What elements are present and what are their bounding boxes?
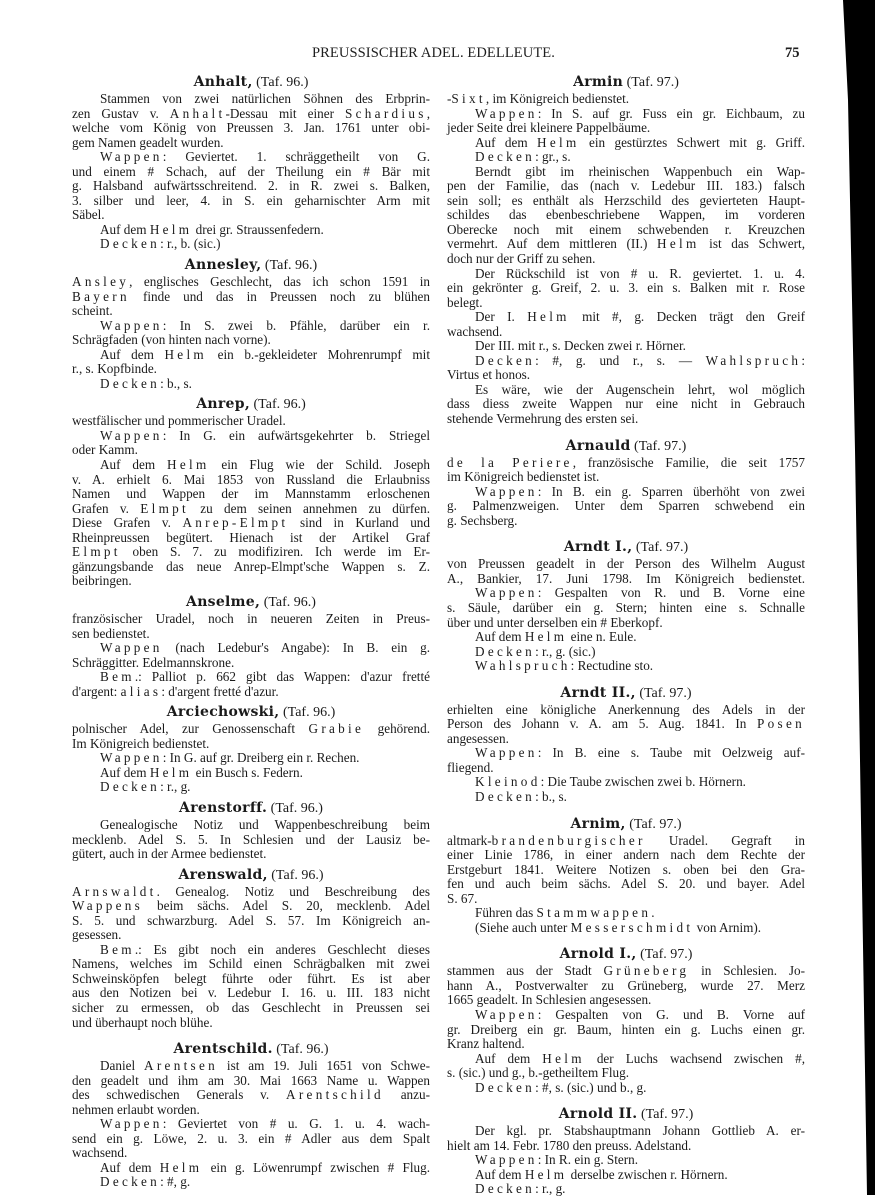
text-line: Auf dem Helm der Luchs wachsend zwischen #, [475,1050,805,1066]
entry-heading [72,395,430,413]
spaced-emphasis: Stammwappen [536,905,652,921]
family-name: Arnim, [570,815,626,832]
spaced-emphasis: Anhalt [169,105,226,121]
entry [447,945,805,1095]
entry [72,73,430,252]
spaced-emphasis: Arentsen [144,1058,219,1074]
entry-heading [72,799,430,817]
text-line: Decken: r., g. [475,1181,566,1197]
spaced-emphasis: Wappen [100,1116,163,1132]
text-line: Wappen: In G. auf gr. Dreiberg ein r. Rechen. [100,750,360,766]
text-line: r., s. Kopfbinde. [72,361,157,377]
text-line: Der Rückschild ist von # u. R. geviertet. 1. u. 4. [475,265,805,281]
family-name: Arciechowski, [166,704,280,721]
spaced-emphasis: alias [120,683,162,699]
spaced-emphasis: Wahlspruch [475,658,571,674]
text-line: fliegend. [447,759,494,775]
spaced-emphasis: Helm [164,346,207,362]
text-line: von Preussen geadelt in der Person des Wilhelm August [447,556,805,572]
text-line: Wappen: In R. ein g. Stern. [475,1152,639,1168]
text-line: welche vom König von Preussen 3. Jan. 1761 unter obi- [72,120,430,136]
spaced-emphasis: Wappens [72,898,144,914]
entry-heading [72,866,430,884]
text-line: Grafen v. Elmpt zu dem seinen annehmen zu dürfen. [72,500,431,516]
spaced-emphasis: Sixt [451,91,486,106]
plate-reference: (Taf. 96.) [267,800,323,816]
text-line: Stammen von zwei natürlichen Söhnen des Erbprin- [100,91,430,106]
family-name: Arentschild. [173,1041,273,1058]
text-line: und überhaupt noch blühe. [72,1014,213,1030]
right-column [447,73,805,1197]
entry-heading [72,256,430,274]
family-name: Arnold I., [559,946,637,963]
text-line: v. A. erhielt 6. Mai 1853 von Russland die Erlaubniss [72,471,430,487]
text-line: aus den Notizen bei v. Ledebur I. 16. u. III. 183 nicht [72,985,430,1001]
text-line: -Sixt, im Königreich bedienstet. [447,91,630,106]
plate-reference: (Taf. 97.) [625,816,682,832]
spaced-emphasis: Helm [542,1050,585,1066]
entry-heading [447,73,805,91]
text-line: Schrägfaden (von hinten nach vorne). [72,332,271,348]
text-line: g. Palmenzweigen. Unter dem Sparren schwebend ein [447,498,805,514]
text-line: Decken: r., g. (sic.) [475,643,596,659]
text-line: wachsend. [447,323,503,339]
text-line: sein soll; es enthält als Herzschild des gevierteten Haupt- [447,192,805,208]
text-line: über und unter derselben ein # Eberkopf. [447,614,663,630]
text-line: Führen das Stammwappen. [475,905,655,921]
text-line: Wappen: In B. eine s. Taube mit Oelzweig auf- [475,745,805,761]
text-line: wachsend. [72,1145,128,1161]
text-line: schildes das ebenbeschriebene Wappen, im vorderen [447,207,805,223]
text-line: 1665 geadelt. In Schlesien angesessen. [447,992,652,1008]
entry [72,703,430,795]
text-line: Ansley, englisches Geschlecht, das ich schon 1591 in [72,274,430,290]
spaced-emphasis: Decken [100,236,161,252]
left-column [72,73,430,1190]
spaced-emphasis: Decken [100,1174,161,1190]
text-line: hann A., Postverwalter zu Grüneberg, wurde 27. Merz [447,977,805,993]
text-line: gr. Dreiberg ein gr. Baum, hinten ein g. Luchs einen gr. [447,1021,805,1037]
text-line: Decken: r., g. [100,779,191,795]
spaced-emphasis: Decken [100,375,161,391]
family-name: Arndt I., [563,539,633,556]
entry-heading [447,437,805,455]
text-line: S. 67. [447,890,478,906]
text-line: Decken: r., b. (sic.) [100,236,221,252]
text-line: Decken: #, g. [100,1174,191,1190]
plate-reference: (Taf. 96.) [267,867,324,883]
spaced-emphasis: Decken [475,1079,536,1095]
text-line: Arnswaldt. Genealog. Notiz und Beschreibung des [72,883,430,899]
spaced-emphasis: Wappen [100,317,163,333]
entry [72,395,430,589]
family-name: Arnauld [565,437,631,454]
spaced-emphasis: Kleinod [475,774,541,790]
text-line: belegt. [447,294,483,310]
spaced-emphasis: Grüneberg [603,963,690,979]
text-line: Daniel Arentsen ist am 19. Juli 1651 von Schwe- [100,1058,430,1074]
spaced-emphasis: Messerschmidt [570,919,694,935]
spaced-emphasis: Helm [159,1159,203,1175]
family-name: Anselme, [186,593,261,610]
entry [447,1105,805,1197]
text-line: und einem # Schach, auf der Theilung ein # Bär mit [72,163,430,179]
entry-heading [72,593,430,611]
spaced-emphasis: Wappen [100,750,163,766]
text-line: westfälischer und pommerischer Uradel. [72,413,286,429]
text-line: s. Säule, darüber ein g. Stern; hinten eine s. Schnalle [447,599,805,615]
text-line: vermehrt. Auf dem mittleren (II.) Helm ist das Schwert, [447,236,805,252]
text-line: Decken: #, s. (sic.) und b., g. [475,1079,647,1095]
text-line: scheint. [72,303,113,319]
spaced-emphasis: Decken [475,149,536,165]
text-line: Namen und Wappen der im Mannstamm erloschenen [72,486,430,502]
text-line: gem Namen geadelt wurden. [72,134,224,150]
text-line: g. Halsband aufwärtsschreitend. 2. in R. zwei s. Balken, [72,178,430,194]
text-line: Wahlspruch: Rectudine sto. [475,658,654,674]
plate-reference: (Taf. 96.) [260,594,316,610]
spaced-emphasis: Wahlspruch [705,352,802,368]
text-line: gänzungsbande das neue Anrep-Elmpt'sche Wappen s. Z. [72,558,430,574]
text-line: Decken: gr., s. [475,149,571,165]
spaced-emphasis: de la Periere [447,454,573,470]
plate-reference: (Taf. 97.) [632,540,689,556]
family-name: Arndt II., [560,684,636,701]
text-line: Schweinsköpfen belegt führte oder führt. Es ist aber [72,970,430,986]
text-line: Rheinpreussen begütert. Hienach ist der Artikel Graf [72,529,430,545]
text-line: Auf dem Helm ein b.-gekleideter Mohrenrumpf mit [100,346,430,362]
text-line: im Königreich bedienstet ist. [447,469,600,485]
text-line: Auf dem Helm ein Busch s. Federn. [100,764,303,780]
spaced-emphasis: Wappen [475,483,538,499]
text-line: nehmen erlaubt worden. [72,1101,200,1117]
text-line: polnischer Adel, zur Genossenschaft Grabie gehörend. [72,721,430,737]
text-line: hielt am 14. Febr. 1780 den preuss. Adelstand. [447,1137,692,1153]
text-line: Genealogische Notiz und Wappenbeschreibung beim [100,816,430,832]
spaced-emphasis: Wappen [100,640,163,656]
text-line: den geadelt und ihm am 30. Mai 1663 Name u. Wappen [72,1072,430,1088]
text-line: beibringen. [72,573,132,589]
text-line: Auf dem Helm ein gestürztes Schwert mit g. Griff. [475,134,805,150]
text-line: Wappen: Gespalten von G. und B. Vorne auf [475,1006,805,1022]
text-line: sicher zu ermessen, ob das Geschlecht in Preussen sei [72,999,430,1015]
text-line: Decken: b., s. [100,375,192,391]
text-line: Kleinod: Die Taube zwischen zwei b. Hörnern. [475,774,746,790]
text-line: Der I. Helm mit #, g. Decken trägt den Greif [475,309,806,325]
text-line: Wappen (nach Ledebur's Angabe): In B. ein g. [100,640,430,656]
spaced-emphasis: Decken [475,1181,536,1197]
spaced-emphasis: Bayern [72,288,130,304]
text-line: stammen aus der Stadt Grüneberg in Schlesien. Jo- [447,963,806,979]
text-line: Namens, welches im Schild einen Schrägbalken mit zwei [72,956,430,972]
plate-reference: (Taf. 97.) [637,1107,694,1123]
text-line: Berndt gibt im rheinischen Wappenbuch ein Wap- [475,163,805,179]
text-line: Bayern finde und das in Preussen noch zu blühen [72,288,430,304]
text-line: stehende Vermehrung des ersten sei. [447,411,639,427]
text-line: zen Gustav v. Anhalt-Dessau mit einer Schardius, [72,105,430,121]
text-line: altmark-brandenburgischer Uradel. Gegraft in [447,832,805,848]
spaced-emphasis: Helm [524,629,568,645]
spaced-emphasis: Wappen [100,427,163,443]
text-line: Bem.: Palliot p. 662 gibt das Wappen: d'azur fretté [100,669,430,685]
text-line: Wappens beim sächs. Adel S. 20, mecklenb. Adel [72,898,430,914]
text-line: oder Kamm. [72,442,138,458]
text-line: fen und auch beim sächs. Adel S. 20. und bayer. Adel [447,876,805,892]
text-line: Auf dem Helm derselbe zwischen r. Hörnern. [475,1166,728,1182]
spaced-emphasis: Bem [100,941,135,957]
text-line: mecklenb. Adel S. 5. In Schlesien und der Lausiz be- [72,831,430,847]
text-line: g. Sechsberg. [447,512,518,528]
spaced-emphasis: Decken [475,643,536,659]
entry [72,1040,430,1190]
spaced-emphasis: Wappen [100,149,163,165]
text-line: Wappen: In B. ein g. Sparren überhöht von zwei [475,483,805,499]
entry [72,256,430,391]
text-line: Der III. mit r., s. Decken zwei r. Hörner. [475,338,686,354]
spaced-emphasis: Grabie [308,721,365,737]
spaced-emphasis: Arnswaldt [72,883,157,899]
entry-heading [447,815,805,833]
text-line: sen bedienstet. [72,625,150,641]
text-line: Bem.: Es gibt noch ein anderes Geschlecht dieses [100,941,430,957]
entry-heading [72,73,430,91]
text-line: doch nur der Griff zu sehen. [447,251,596,267]
text-line: Wappen: In S. auf gr. Fuss ein gr. Eichbaum, zu [475,105,805,121]
text-line: gesessen. [72,927,122,943]
page-number: 75 [785,45,800,61]
plate-reference: (Taf. 97.) [623,75,679,90]
text-line: A., Bankier, 17. Juni 1798. Im Königreich bedienstet. [447,570,805,586]
spaced-emphasis: brandenburgischer [491,832,646,848]
text-line: Der kgl. pr. Stabshauptmann Johann Gottlieb A. er- [475,1123,805,1139]
entry [72,593,430,699]
text-line: Säbel. [72,207,105,223]
spaced-emphasis: Helm [149,221,193,237]
text-line: s. (sic.) und g., b.-getheiltem Flug. [447,1065,630,1081]
text-line: 3. silber und leer, 4. in S. ein geharnischter Arm mit [72,192,430,208]
entry [447,684,805,805]
spaced-emphasis: Anrep-Elmpt [182,515,289,531]
spaced-emphasis: Elmpt [72,544,121,560]
plate-reference: (Taf. 96.) [250,397,306,413]
family-name: Annesley, [184,257,262,274]
spaced-emphasis: Decken [475,352,536,368]
spaced-emphasis: Helm [657,236,700,252]
entry-heading [72,703,430,721]
entry-heading [447,538,805,556]
text-line: des schwedischen Generals v. Arentschild anzu- [72,1087,430,1103]
text-line: Diese Grafen v. Anrep-Elmpt sind in Kurland und [72,515,430,531]
spaced-emphasis: Wappen [475,585,538,601]
family-name: Arnold II. [558,1106,638,1123]
spaced-emphasis: Helm [524,1166,568,1182]
spaced-emphasis: Elmpt [140,500,189,516]
spaced-emphasis: Schardius [344,105,427,121]
text-line: Wappen: In S. zwei b. Pfähle, darüber ein r. [100,317,430,333]
text-line: Virtus et honos. [447,367,531,383]
family-name: Anrep, [196,396,250,413]
text-line: Oberecke noch mit einem schwebenden r. Kreuzchen [447,221,805,237]
family-name: Armin [573,74,624,90]
spaced-emphasis: Decken [100,779,161,795]
text-line: send ein g. Löwe, 2. u. 3. ein # Adler aus dem Spalt [72,1130,430,1146]
running-head: PREUSSISCHER ADEL. EDELLEUTE. [312,45,555,61]
family-name: Arenstorff. [179,799,268,816]
family-name: Arenswald, [178,866,268,883]
text-line: Auf dem Helm ein g. Löwenrumpf zwischen # Flug. [100,1159,431,1175]
plate-reference: (Taf. 97.) [630,438,687,454]
spaced-emphasis: Helm [149,764,193,780]
text-line: Person des Johann v. A. am 5. Aug. 1841. In Posen [447,716,805,732]
text-line: d'argent: alias: d'argent fretté d'azur. [72,683,279,699]
plate-reference: (Taf. 97.) [636,947,693,963]
text-line: Decken: #, g. und r., s. — Wahlspruch: [475,352,805,368]
text-line: Schräggitter. Edelmannskrone. [72,654,235,670]
text-line: Auf dem Helm drei gr. Straussenfedern. [100,221,324,237]
text-line: ein gekrönter g. Greif, 2. u. 3. ein s. Balken mit r. Rose [447,280,805,296]
text-line: französischer Uradel, noch in neueren Zeiten in Preus- [72,610,430,626]
spaced-emphasis: Arentschild [286,1087,384,1103]
entry-heading [447,945,805,963]
entry-heading [447,684,805,702]
text-line: Wappen: In G. ein aufwärtsgekehrter b. Striegel [100,427,430,443]
text-line: angesessen. [447,730,509,746]
entry-heading [72,1040,430,1058]
entry [72,799,430,862]
text-line: Decken: b., s. [475,788,567,804]
text-line: Wappen: Geviertet von # u. G. 1. u. 4. wach- [100,1116,430,1132]
plate-reference: (Taf. 96.) [261,258,318,274]
text-line: S. 5. und schwarzburg. Adel S. 57. Im Königreich an- [72,912,430,928]
text-line: gütert, auch in der Armee bedienstet. [72,846,267,862]
entry [447,815,805,936]
text-line: dass diess zweite Wappen nur eine nicht in Gebrauch [447,396,805,412]
text-line: (Siehe auch unter Messerschmidt von Arnim). [475,919,762,935]
spaced-emphasis: Wappen [475,1006,538,1022]
spaced-emphasis: Decken [475,788,536,804]
spaced-emphasis: Wappen [475,1152,538,1168]
entry [447,437,805,529]
text-line: Wappen: Geviertet. 1. schräggetheilt von G. [100,149,430,165]
entry [447,73,805,427]
text-line: Erstgeburt 1841. Weitere Notizen s. oben bei den Gra- [447,861,805,877]
spaced-emphasis: Bem [100,669,135,685]
text-line: einer Linie 1786, in einer andern nach dem Rechte der [447,847,805,863]
plate-reference: (Taf. 96.) [279,705,336,721]
spaced-emphasis: Helm [527,309,570,325]
spaced-emphasis: Posen [756,716,805,732]
text-line: Wappen: Gespalten von R. und B. Vorne eine [475,585,805,601]
text-line: Kranz haltend. [447,1036,525,1052]
text-line: Im Königreich bedienstet. [72,735,210,751]
entry-heading [447,1105,805,1123]
entry [447,538,805,673]
spaced-emphasis: Wappen [475,745,538,761]
spaced-emphasis: Helm [167,457,210,473]
text-line: erhielten eine königliche Anerkennung des Adels in der [447,701,805,717]
plate-reference: (Taf. 97.) [635,685,692,701]
family-name: Anhalt, [193,74,253,90]
text-line: Auf dem Helm eine n. Eule. [475,629,637,645]
spaced-emphasis: Wappen [475,105,538,121]
spaced-emphasis: Ansley [72,274,130,290]
text-line: Es wäre, wie der Augenschein lehrt, wol möglich [475,381,805,397]
entry [72,866,430,1030]
text-line: de la Periere, französische Familie, die seit 1757 [447,454,805,470]
text-line: Auf dem Helm ein Flug wie der Schild. Joseph [100,457,430,473]
plate-reference: (Taf. 96.) [272,1042,329,1058]
spaced-emphasis: Helm [537,134,580,150]
text-line: Elmpt oben S. 7. zu modifiziren. Ich werde im Er- [72,544,430,560]
plate-reference: (Taf. 96.) [252,75,309,90]
text-line: jeder Seite drei kleinere Pappelbäume. [447,120,651,136]
text-line: pen der Familie, das (nach v. Ledebur III. 183.) falsch [447,178,805,194]
